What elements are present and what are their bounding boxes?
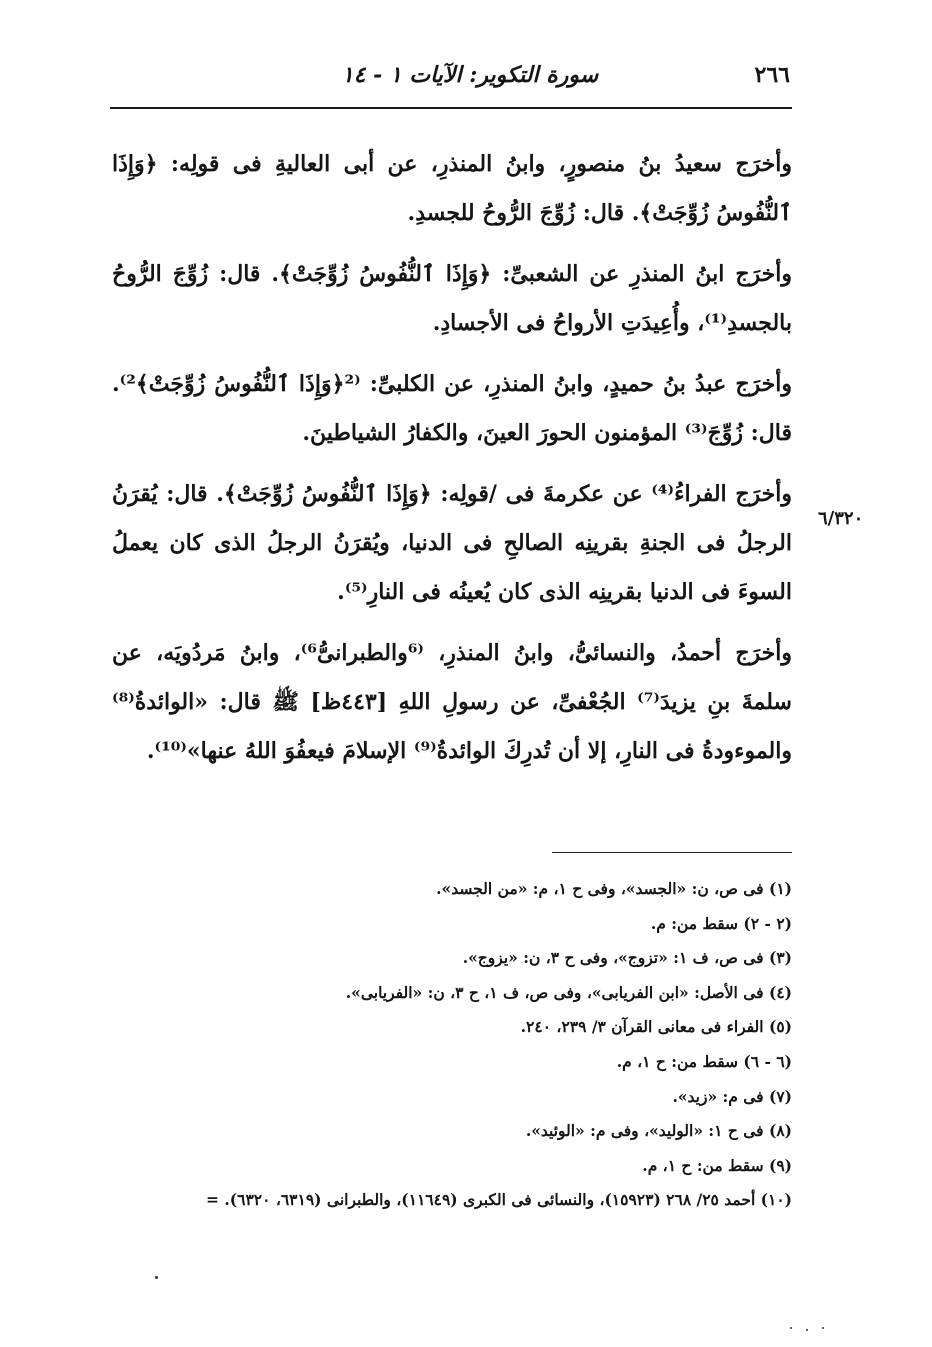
footnote: (١٠) أحمد ٢٥/ ٢٦٨ (١٥٩٢٣)، والنسائى فى الكبرى (١١٦٤٩)، والطبرانى (٦٣١٩، ٦٣٢٠). =: [206, 1190, 792, 1210]
scan-speck: [822, 1327, 824, 1329]
paragraph: وأخرَج عبدُ بنُ حميدٍ، وابنُ المنذرِ، عن الكلبىِّ: ⁽²﴿وَإِذَا ٱلنُّفُوسُ زُوِّجَتْ﴾²⁾. قال: زُوِّجَ⁽³⁾ المؤمنون الحورَ العينَ، والكفارُ الشياطينَ.: [112, 371, 792, 446]
scan-speck: [155, 1276, 158, 1279]
footnote-rule: [552, 852, 792, 853]
margin-note: ٦/٣٢٠: [818, 508, 864, 529]
paragraph: وأخرَج سعيدُ بنُ منصورٍ، وابنُ المنذرِ، عن أبى العاليةِ فى قولِه: ﴿وَإِذَا ٱلنُّفُوسُ زُوِّجَتْ﴾. قال: زُوِّجَ الرُّوحُ للجسدِ.: [112, 151, 792, 226]
body-text: [112, 140, 792, 788]
footnote: (٦ - ٦) سقط من: ح ١، م.: [616, 1051, 792, 1071]
footnote: (٣) فى ص، ف ١: «تزوج»، وفى ح ٣، ن: «يزوج».: [462, 948, 792, 968]
scan-speck: [790, 1327, 792, 1329]
footnote: (٨) فى ح ١: «الوليد»، وفى م: «الوئيد».: [525, 1121, 792, 1141]
footnote: (٩) سقط من: ح ١، م.: [642, 1155, 792, 1175]
paragraph: وأخرَج أحمدُ، والنسائىُّ، وابنُ المنذرِ، ⁽⁶والطبرانىُّ⁶⁾، وابنُ مَردُويَه، عن سلمةَ بنِ يزيدَ⁽⁷⁾ الجُعْفىِّ، عن رسولِ اللهِ [٤٤٣ظ] ﷺ قال: «الوائدةُ⁽⁸⁾ والموءودةُ فى النارِ، إلا أن تُدرِكَ الوائدةُ⁽⁹⁾ الإسلامَ فيعفُوَ اللهُ عنها»⁽¹⁰⁾.: [112, 640, 792, 764]
footnote: (٤) فى الأصل: «ابن الفريابى»، وفى ص، ف ١، ح ٣، ن: «الفريابى».: [345, 982, 792, 1002]
footnote: (٢ - ٢) سقط من: م.: [650, 913, 792, 933]
footnote: (٥) الفراء فى معانى القرآن ٣/ ٢٣٩، ٢٤٠.: [520, 1017, 792, 1037]
paragraph: وأخرَج الفراءُ⁽⁴⁾ عن عكرمةَ فى /قولِه: ﴿وَإِذَا ٱلنُّفُوسُ زُوِّجَتْ﴾. قال: يُقرَنُ الرجلُ فى الجنةِ بقرينِه الصالحِ فى الدنيا، ويُقرَنُ الرجلُ الذى كان يعملُ السوءَ فى الدنيا بقرينِه الذى كان يُعينُه فى النارِ⁽⁵⁾.: [112, 481, 792, 605]
footnotes: [100, 872, 792, 1218]
running-title: سورة التكوير: الآيات ١ - ١٤: [341, 62, 599, 88]
scan-speck: [806, 1329, 808, 1331]
page-number: ٢٦٦: [754, 62, 790, 88]
paragraph: وأخرَج ابنُ المنذرِ عن الشعبىِّ: ﴿وَإِذَا ٱلنُّفُوسُ زُوِّجَتْ﴾. قال: زُوِّجَ الرُّوحُ بالجسدِ⁽¹⁾، وأُعِيدَتِ الأرواحُ فى الأجسادِ.: [112, 261, 792, 336]
header-rule: [110, 107, 792, 109]
footnote: (١) فى ص، ن: «الجسد»، وفى ح ١، م: «من الجسد».: [436, 879, 792, 898]
footnote: (٧) فى م: «زيد».: [672, 1086, 792, 1106]
